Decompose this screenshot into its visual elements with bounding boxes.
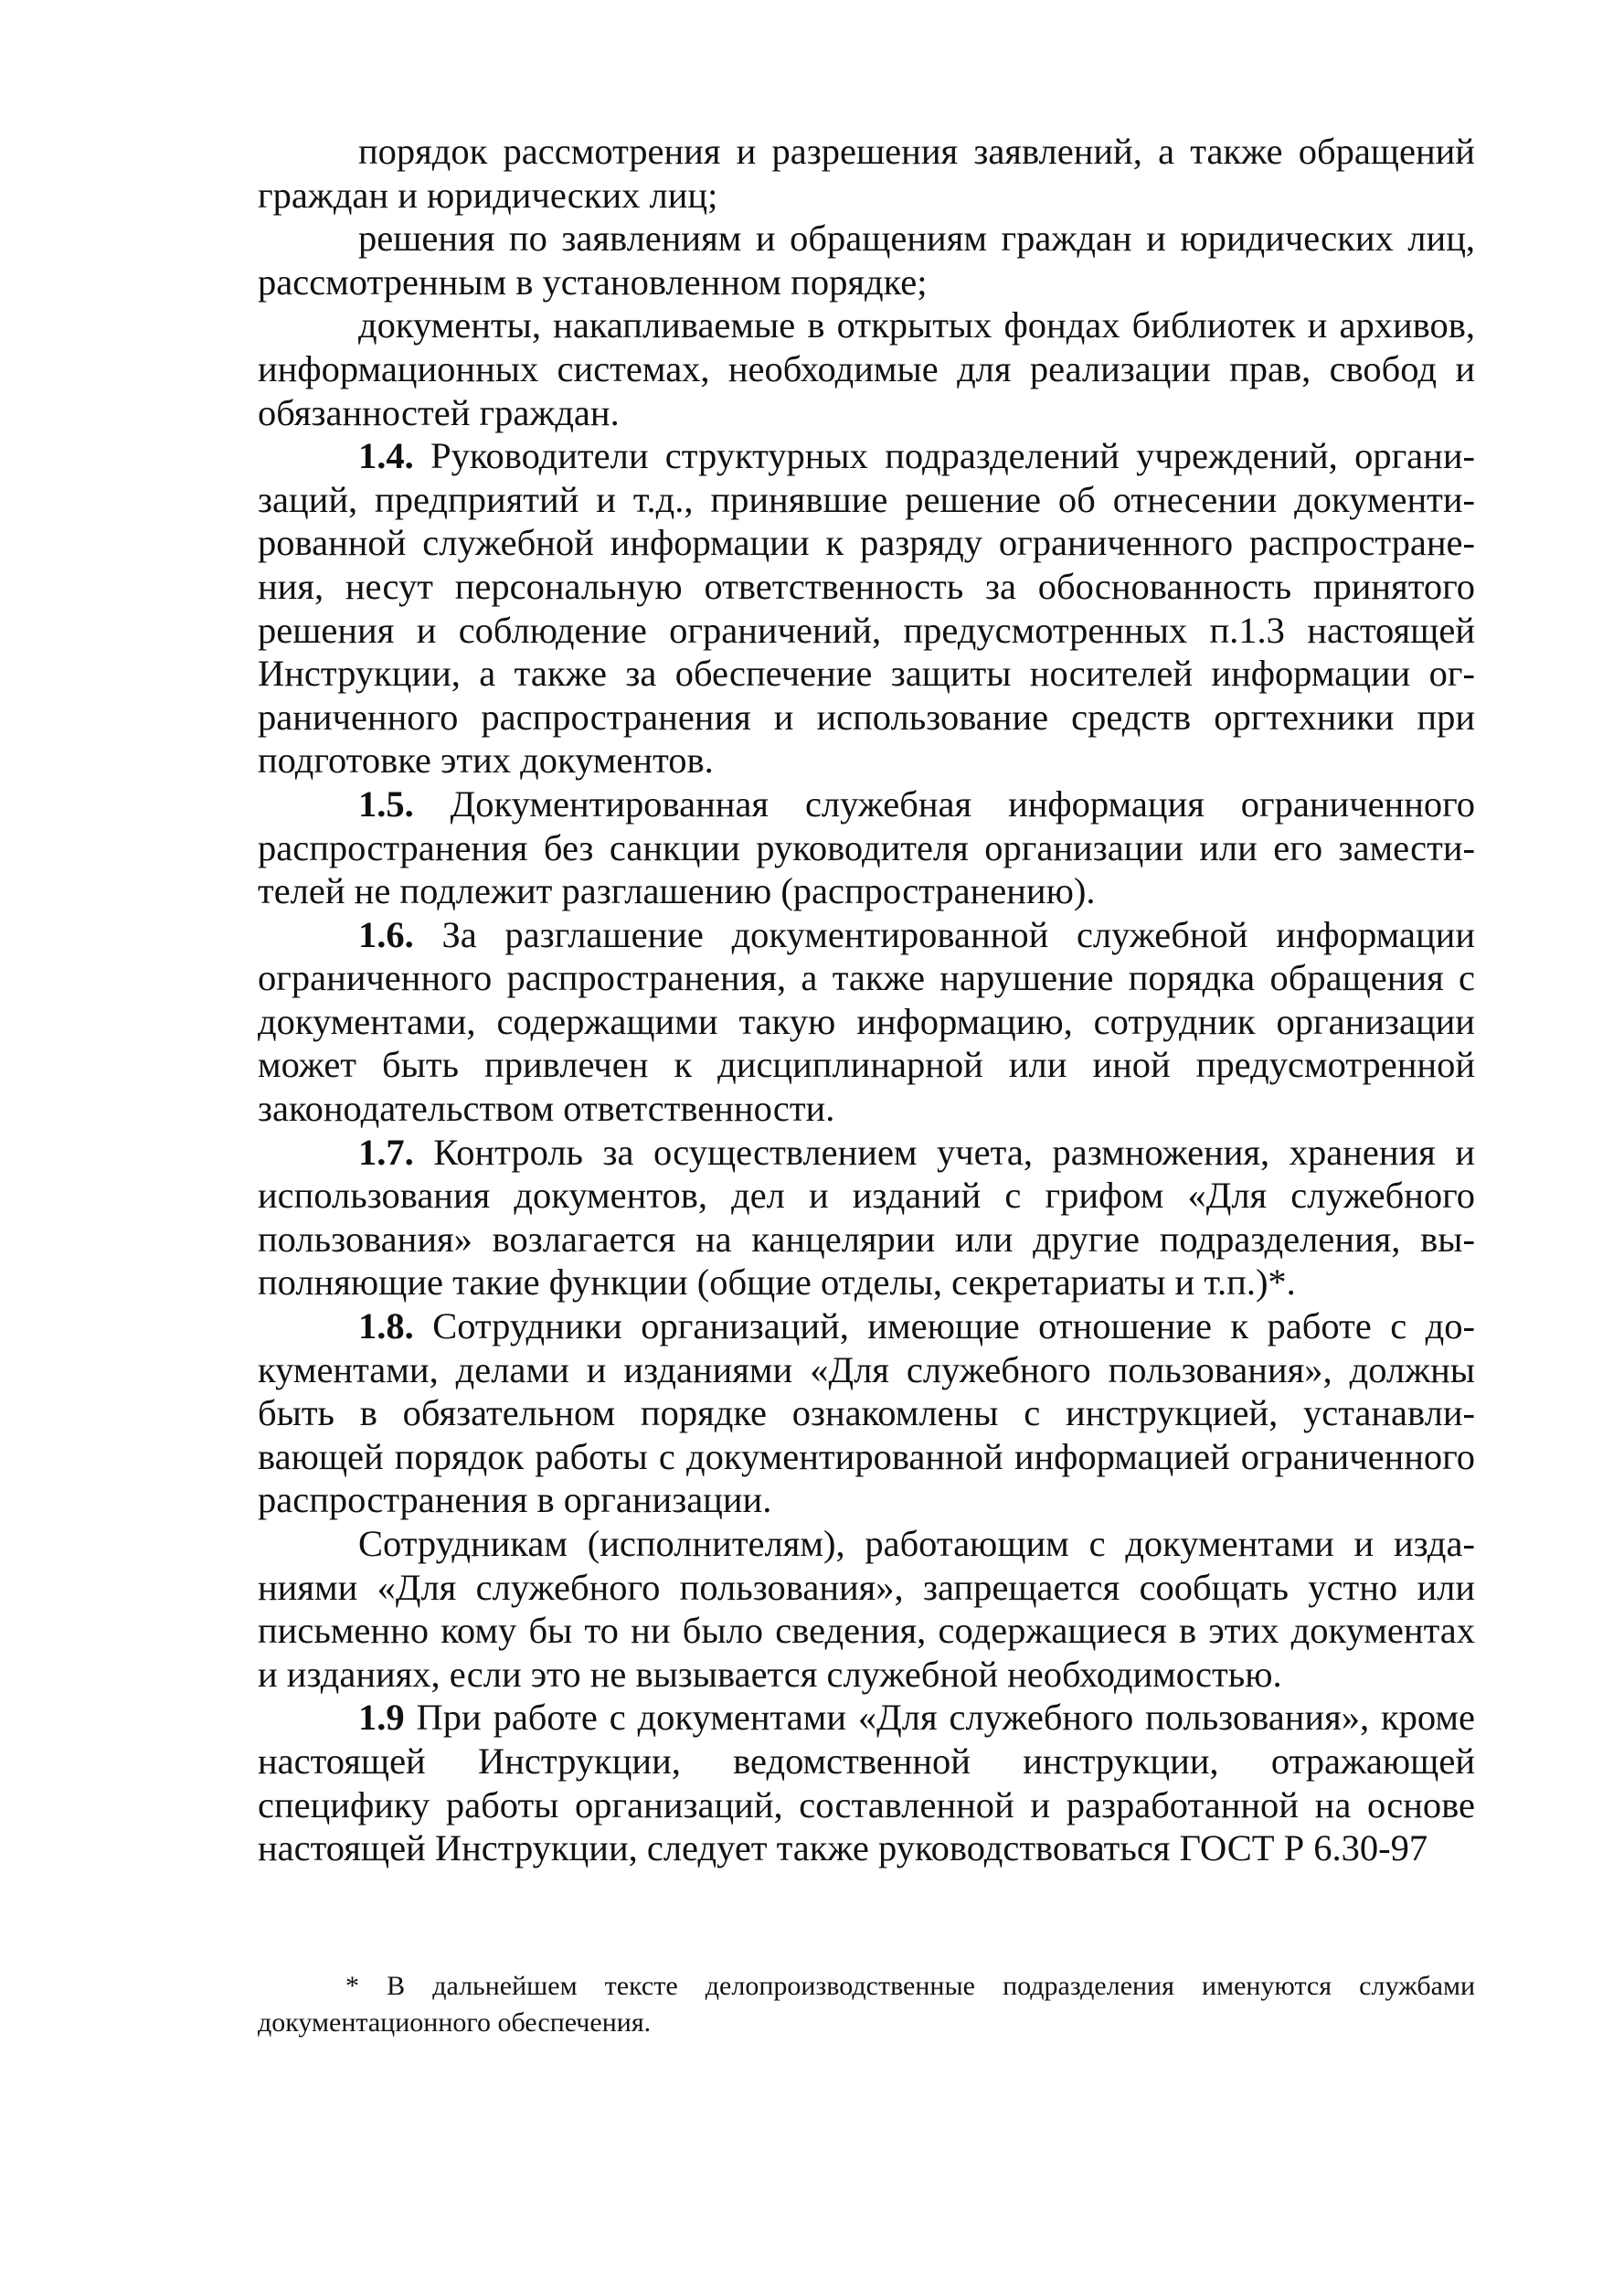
paragraph-1-9	[258, 1696, 1475, 1869]
paragraph-1-7-number: 1.7.	[358, 1131, 414, 1173]
paragraph-1-7-text: Контроль за осуществлением учета, размножения, хранения и использования документов, дел и изданий с грифом «Для служебного пользования» возлагается на канцелярии или другие подразделения, выполняющие такие функции (общие отделы, секретариаты и т.п.)*.	[258, 1131, 1475, 1304]
paragraph-1-4	[258, 434, 1475, 782]
paragraph-1-9-text: При работе с документами «Для служебного пользования», кроме настоящей Инструкции, ведомственной инструкции, отражающей специфику работы организаций, составленной и разработанной на основе настоящей Инструкции, следует также руководствоваться ГОСТ Р 6.30-97	[258, 1697, 1475, 1869]
paragraph-1-5-number: 1.5.	[358, 782, 414, 825]
paragraph-employees-text: Сотрудникам (исполнителям), работающим с документами и изданиями «Для служебного пользования», запрещается сообщать устно или письменно кому бы то ни было сведения, содержащиеся в этих документах и изданиях, если это не вызывается служебной необходимостью.	[258, 1523, 1475, 1695]
paragraph-1-4-number: 1.4.	[358, 435, 414, 477]
paragraph-1-8-text: Сотрудники организаций, имеющие отношение к работе с документами, делами и изданиями «Для служебного пользования», должны быть в обязательном порядке ознакомлены с инструкцией, устанавливающей порядок работы с документированной информацией ограниченного распространения в организации.	[258, 1305, 1475, 1521]
paragraph-1-text: решения по заявлениям и обращениям граждан и юридических лиц, рассмотренным в установленном порядке;	[258, 218, 1475, 303]
paragraph-0-text: порядок рассмотрения и разрешения заявлений, а также обращений граждан и юридических лиц;	[258, 131, 1475, 216]
paragraph-1-4-text: Руководители структурных подразделений учреждений, организаций, предприятий и т.д., принявшие решение об отнесении документированной служебной информации к разряду ограниченного распространения, несут персональную ответственность за обоснованность принятого решения и соблюдение ограничений, предусмотренных п.1.3 настоящей Инструкции, а также за обеспечение защиты носителей информации ограниченного распространения и использование средств оргтехники при подготовке этих документов.	[258, 435, 1475, 782]
paragraph-1-6-number: 1.6.	[358, 913, 414, 955]
paragraph-1-9-number: 1.9	[358, 1697, 405, 1739]
paragraph-1-5-text: Документированная служебная информация ограниченного распространения без санкции руководителя организации или его заместителей не подлежит разглашению (распространению).	[258, 782, 1475, 912]
paragraph-0	[258, 130, 1475, 217]
paragraph-2-text: документы, накапливаемые в открытых фондах библиотек и архивов, информационных системах, необходимые для реализации прав, свобод и обязанностей граждан.	[258, 304, 1475, 433]
document-body	[258, 130, 1475, 1870]
paragraph-1-7	[258, 1131, 1475, 1304]
paragraph-1	[258, 217, 1475, 303]
paragraph-2	[258, 303, 1475, 434]
paragraph-1-8	[258, 1304, 1475, 1522]
paragraph-1-5	[258, 782, 1475, 913]
footnote	[258, 1968, 1475, 2041]
paragraph-1-6-text: За разглашение документированной служебной информации ограниченного распространения, а также нарушение порядка обращения с документами, содержащими такую информацию, сотрудник организации может быть привлечен к дисциплинарной или иной предусмотренной законодательством ответственности.	[258, 913, 1475, 1130]
footnote-text: * В дальнейшем тексте делопроизводственные подразделения именуются службами документационного обеспечения.	[258, 1971, 1475, 2038]
paragraph-1-6	[258, 913, 1475, 1131]
paragraph-employees	[258, 1522, 1475, 1696]
paragraph-1-8-number: 1.8.	[358, 1305, 414, 1347]
